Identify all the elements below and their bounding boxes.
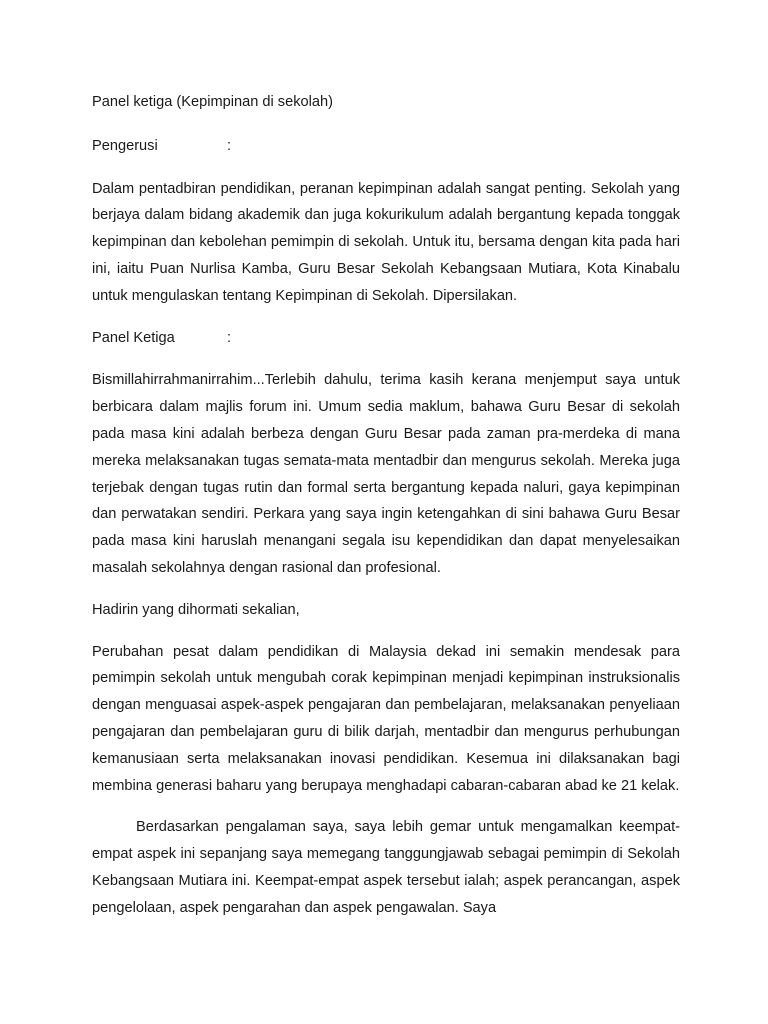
speaker-label-chair — [92, 133, 680, 160]
paragraph-education-change: Perubahan pesat dalam pendidikan di Malaysia dekad ini semakin mendesak para pemimpin sekolah untuk mengubah corak kepimpinan menjadi kepimpinan instruksionalis dengan menguasai aspek-aspek pengajaran dan pembelajaran, melaksanakan penyeliaan pengajaran dan pembelajaran guru di bilik darjah, mentadbir dan mengurus perhubungan kemanusiaan serta melaksanakan inovasi pendidikan. Kesemua ini dilaksanakan bagi membina generasi baharu yang berupaya menghadapi cabaran-cabaran abad ke 21 kelak. — [92, 643, 680, 794]
paragraph-experience: Berdasarkan pengalaman saya, saya lebih gemar untuk mengamalkan keempat-empat aspek ini sepanjang saya memegang tanggungjawab sebagai pemimpin di Sekolah Kebangsaan Mutiara ini. Keempat-empat aspek tersebut ialah; aspek perancangan, aspek pengelolaan, aspek pengarahan dan aspek pengawalan. Saya — [92, 819, 680, 916]
paragraph-greeting: Hadirin yang dihormati sekalian, — [92, 601, 300, 618]
document-page — [92, 89, 680, 922]
speaker-colon: : — [227, 329, 232, 346]
speaker-name: Panel Ketiga — [92, 329, 175, 346]
paragraph-panel-opening: Bismillahirrahmanirrahim...Terlebih dahulu, terima kasih kerana menjemput saya untuk berbicara dalam majlis forum ini. Umum sedia maklum, bahawa Guru Besar di sekolah pada masa kini adalah berbeza dengan Guru Besar pada zaman pra-merdeka di mana mereka melaksanakan tugas semata-mata mentadbir dan mengurus sekolah. Mereka juga terjebak dengan tugas rutin dan formal serta bergantung kepada naluri, gaya kepimpinan dan perwatakan sendiri. Perkara yang saya ingin ketengahkan di sini bahawa Guru Besar pada masa kini haruslah menangani segala isu kependidikan dan dapat menyelesaikan masalah sekolahnya dengan rasional dan profesional. — [92, 372, 680, 576]
document-title: Panel ketiga (Kepimpinan di sekolah) — [92, 94, 333, 110]
speaker-label-panel — [92, 325, 680, 352]
paragraph-chair-intro: Dalam pentadbiran pendidikan, peranan kepimpinan adalah sangat penting. Sekolah yang berjaya dalam bidang akademik dan juga kokurikulum adalah bergantung kepada tonggak kepimpinan dan kebolehan pemimpin di sekolah. Untuk itu, bersama dengan kita pada hari ini, iaitu Puan Nurlisa Kamba, Guru Besar Sekolah Kebangsaan Mutiara, Kota Kinabalu untuk mengulaskan tentang Kepimpinan di Sekolah. Dipersilakan. — [92, 180, 680, 304]
speaker-name: Pengerusi — [92, 137, 158, 154]
speaker-colon: : — [227, 137, 232, 154]
